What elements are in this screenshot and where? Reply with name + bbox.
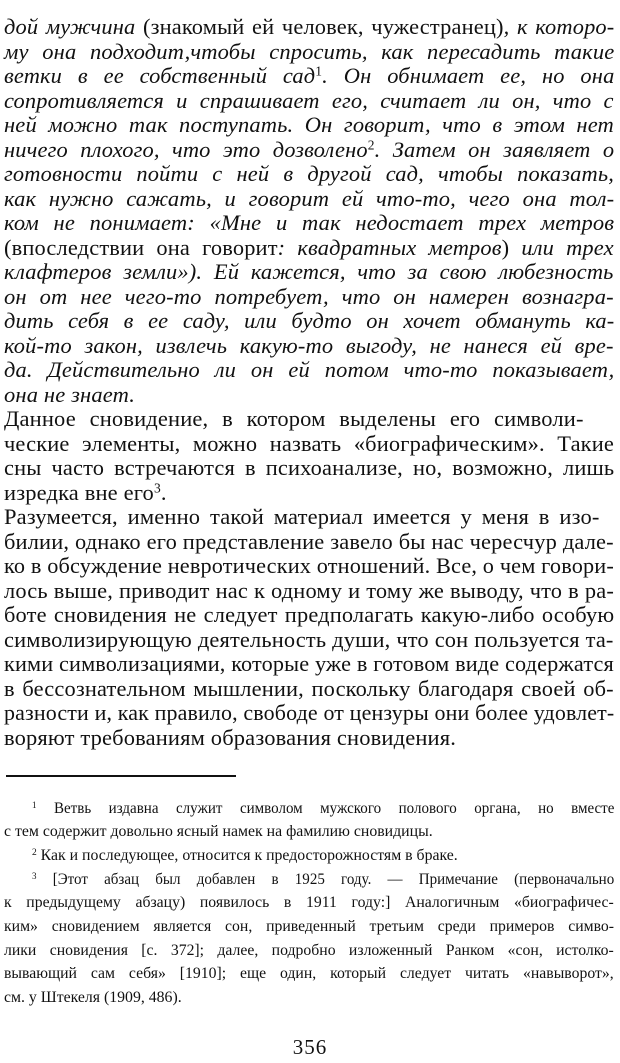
- text-run: . Затем он заявляет о: [374, 136, 615, 162]
- footnote-line: [4, 918, 614, 936]
- footnote-line: [4, 942, 614, 960]
- main-line: [4, 186, 614, 212]
- text-run: сны часто встречаются в психоанализе, но, возможно, лишь: [4, 455, 615, 480]
- text-run: кой-то закон, извлечь какую-то выгоду, не нанеся ей вре-: [4, 332, 614, 358]
- main-line: [4, 700, 614, 726]
- text-run: Ветвь издавна служит символом мужского полового органа, но вместе: [36, 800, 615, 817]
- footnote-line: [4, 894, 614, 912]
- text-run: [Этот абзац был добавлен в 1925 году. — Примечание (первоначально: [36, 871, 615, 888]
- text-run: в бессознательном мышлении, поскольку благодаря своей об-: [4, 675, 614, 701]
- text-run: . Он обнимает ее, но она: [322, 63, 615, 88]
- text-run: ничего плохого, что это дозволено: [4, 136, 368, 162]
- text-run: ко в обсуждение невротических отношений. Все, о чем говори-: [4, 553, 614, 578]
- text-run: ческие элементы, можно назвать «биографическим». Такие: [4, 430, 614, 456]
- main-line: [4, 259, 614, 285]
- text-run: да. Действительно ли он ей потом что-то показывает,: [4, 357, 615, 382]
- text-run: ): [501, 234, 510, 260]
- text-run: вывающий сам себя» [1910]; еще один, который следует читать «навыворот»,: [4, 965, 614, 982]
- footnote-marker[interactable]: 2: [32, 847, 37, 858]
- footnote-marker[interactable]: 1: [315, 63, 323, 79]
- text-run: воряют требованиям образования сновидения.: [4, 724, 456, 750]
- footnote-divider: [6, 775, 236, 777]
- text-run: как нужно сажать, и говорит ей что-то, чего она тол-: [4, 185, 615, 211]
- main-line: [4, 39, 614, 65]
- text-run: сопротивляется и спрашивает его, считает ли он, что с: [4, 87, 614, 113]
- main-line: [4, 406, 584, 432]
- footnote-line: [32, 847, 458, 865]
- main-line: [4, 284, 614, 310]
- main-line: [4, 137, 614, 163]
- text-run: разности и, как правило, свободе от цензуры они более удовлет-: [4, 700, 615, 725]
- footnote-marker[interactable]: 1: [32, 800, 37, 811]
- main-line: [4, 504, 600, 530]
- text-run: изредка вне его: [4, 479, 154, 505]
- main-line: [4, 431, 614, 457]
- footnote-line: [4, 989, 182, 1007]
- footnote-line: [4, 965, 614, 983]
- text-run: с тем содержит довольно ясный намек на фамилию сновидицы.: [4, 823, 433, 840]
- main-line: [4, 578, 614, 604]
- footnote-marker[interactable]: 2: [367, 137, 375, 153]
- text-run: кими символизациями, которые уже в готовом виде содержатся: [4, 651, 614, 676]
- footnote-line: [32, 871, 614, 889]
- text-run: ветки в ее собственный сад: [4, 63, 316, 88]
- main-line: [4, 63, 614, 89]
- main-line: [4, 725, 456, 751]
- text-run: дить себя в ее саду, или будто он хочет обмануть ка-: [4, 308, 615, 333]
- main-line: [4, 382, 135, 408]
- text-run: дой мужчина: [4, 14, 144, 39]
- page-number: 356: [292, 1035, 328, 1059]
- main-line: [4, 627, 614, 653]
- main-line: [4, 112, 614, 138]
- text-run: ким» сновидением является сон, приведенный третьим среди примеров симво-: [4, 918, 615, 935]
- footnote-marker[interactable]: 3: [153, 480, 161, 496]
- text-run: готовности пойти с ней в другой сад, чтобы показать,: [4, 161, 614, 186]
- main-line: [4, 88, 614, 114]
- text-run: символизирующую деятельность души, что сон пользуется та-: [4, 626, 614, 652]
- text-run: билии, однако его представление завело бы нас чересчур дале-: [4, 528, 614, 554]
- text-run: см. у Штекеля (1909, 486).: [4, 989, 182, 1006]
- main-line: [4, 308, 614, 334]
- main-line: [4, 455, 614, 481]
- footnote-marker[interactable]: 3: [32, 871, 37, 882]
- main-line: [4, 235, 614, 261]
- text-run: (знакомый ей человек, чужестранец): [143, 14, 504, 39]
- main-line: [4, 676, 614, 702]
- text-run: лики сновидения [с. 372]; далее, подробно изложенный Ранком «сон, истолко-: [4, 942, 614, 959]
- main-line: [4, 480, 167, 506]
- text-run: клафтеров земли»). Ей кажется, что за свою любезность: [4, 259, 614, 284]
- footnote-line: [32, 800, 614, 818]
- text-run: Разумеется, именно такой материал имеется у меня в изо-: [4, 504, 600, 529]
- text-run: .: [160, 479, 167, 505]
- text-run: ней можно так поступать. Он говорит, что в этом нет: [4, 112, 614, 137]
- text-run: она не знает.: [4, 381, 136, 407]
- text-run: ком не понимает: «Мне и так недостает трех метров: [4, 210, 615, 235]
- text-run: он от нее чего-то потребует, что он намерен вознагра-: [4, 283, 614, 309]
- text-run: боте сновидения не следует предполагать какую-либо особую: [4, 602, 615, 627]
- text-run: Как и последующее, относится к предосторожностям в браке.: [36, 847, 458, 864]
- text-run: , к которо-: [503, 14, 615, 39]
- main-line: [4, 333, 614, 359]
- main-line: [4, 161, 614, 187]
- main-line: [4, 357, 614, 383]
- text-run: му она подходит,чтобы спросить, как пересадить такие: [4, 38, 615, 64]
- text-run: (впоследствии она говорит: [4, 234, 278, 260]
- text-run: Данное сновидение, в котором выделены его символи-: [4, 406, 584, 431]
- footnote-line: [4, 823, 433, 841]
- main-line: [4, 602, 614, 628]
- main-line: [4, 553, 614, 579]
- main-line: [4, 14, 614, 40]
- text-run: лось выше, приводит нас к одному и тому же выводу, что в ра-: [4, 577, 614, 603]
- text-run: к предыдущему абзацу) появилось в 1911 году:] Аналогичным «биографичес-: [4, 894, 614, 911]
- main-line: [4, 651, 614, 677]
- main-line: [4, 529, 614, 555]
- text-run: или трех: [509, 234, 614, 260]
- text-run: : квадратных метров: [277, 234, 502, 260]
- main-line: [4, 210, 614, 236]
